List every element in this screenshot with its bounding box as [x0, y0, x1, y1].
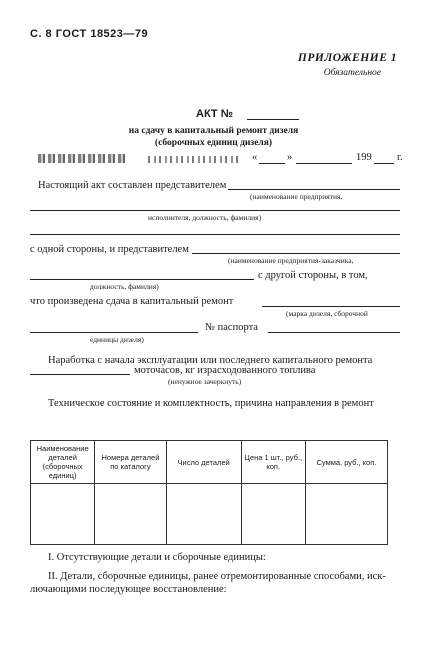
- act-subtitle: на сдачу в капитальный ремонт дизеля: [128, 126, 299, 136]
- date-day-field[interactable]: [259, 163, 285, 164]
- field-hint: единицы дизеля): [90, 335, 144, 344]
- repaired-parts-heading-cont: лючающими последующее восстановление:: [30, 584, 227, 595]
- missing-parts-heading: I. Отсутствующие детали и сборочные единицы:: [48, 552, 266, 563]
- table-cell[interactable]: [95, 484, 166, 545]
- body-line: № паспорта: [205, 322, 258, 333]
- column-header: Число деталей: [166, 441, 241, 484]
- table-row: [31, 484, 388, 545]
- table-cell[interactable]: [166, 484, 241, 545]
- body-line: с другой стороны, в том,: [258, 270, 368, 281]
- table-header-row: [31, 441, 388, 484]
- date-month-field[interactable]: [296, 163, 352, 164]
- date-quote-close: »: [287, 152, 293, 163]
- body-line: с одной стороны, и представителем: [30, 244, 189, 255]
- field-hint: должность, фамилия): [90, 282, 159, 291]
- date-year-field[interactable]: [374, 163, 394, 164]
- parts-table: [30, 440, 388, 545]
- field-hint: (наименование предприятия-заказчика,: [228, 256, 354, 265]
- field-hint: (марка дизеля, сборочной: [286, 309, 368, 318]
- engine-brand-field[interactable]: [262, 306, 400, 307]
- table-cell[interactable]: [241, 484, 305, 545]
- performer-details-field[interactable]: [30, 210, 400, 211]
- body-line: моточасов, кг израсходованного топлива: [134, 365, 316, 376]
- table-cell[interactable]: [305, 484, 387, 545]
- field-hint: (ненужное зачеркнуть): [168, 377, 242, 386]
- customer-representative-field[interactable]: [192, 253, 400, 254]
- date-suffix: г.: [397, 152, 403, 163]
- field-hint: (наименование предприятия,: [250, 192, 343, 201]
- customer-details-field[interactable]: [30, 279, 254, 280]
- smudged-text: [38, 154, 128, 163]
- repaired-parts-heading: II. Детали, сборочные единицы, ранее отремонтированные способами, иск-: [48, 571, 386, 582]
- date-year: 199: [356, 152, 372, 163]
- page-header: С. 8 ГОСТ 18523—79: [30, 28, 149, 40]
- body-line: Наработка с начала эксплуатации или последнего капитального ремонта: [48, 355, 373, 366]
- table-cell[interactable]: [31, 484, 95, 545]
- passport-number-field[interactable]: [268, 332, 400, 333]
- smudged-text: [148, 156, 238, 163]
- act-title: АКТ №: [196, 108, 233, 120]
- field-hint: исполнителя, должность, фамилия): [148, 213, 262, 222]
- performer-representative-field[interactable]: [228, 189, 400, 190]
- column-header: Наименование деталей (сборочных единиц): [31, 441, 95, 484]
- body-line: Настоящий акт составлен представителем: [38, 180, 227, 191]
- date-quote-open: «: [252, 152, 258, 163]
- engine-unit-field[interactable]: [30, 332, 198, 333]
- appendix-status: Обязательное: [323, 68, 381, 78]
- column-header: Цена 1 шт., руб., коп.: [241, 441, 305, 484]
- appendix-title: ПРИЛОЖЕНИЕ 1: [297, 52, 397, 64]
- column-header: Сумма, руб., коп.: [305, 441, 387, 484]
- act-number-field[interactable]: [247, 119, 299, 120]
- performer-extra-field[interactable]: [30, 234, 400, 235]
- column-header: Номера деталей по каталогу: [95, 441, 166, 484]
- act-subtitle-units: (сборочных единиц дизеля): [154, 138, 273, 148]
- body-line: что произведена сдача в капитальный ремонт: [30, 296, 234, 307]
- body-line: Техническое состояние и комплектность, причина направления в ремонт: [48, 398, 374, 409]
- operating-hours-field[interactable]: [30, 374, 130, 375]
